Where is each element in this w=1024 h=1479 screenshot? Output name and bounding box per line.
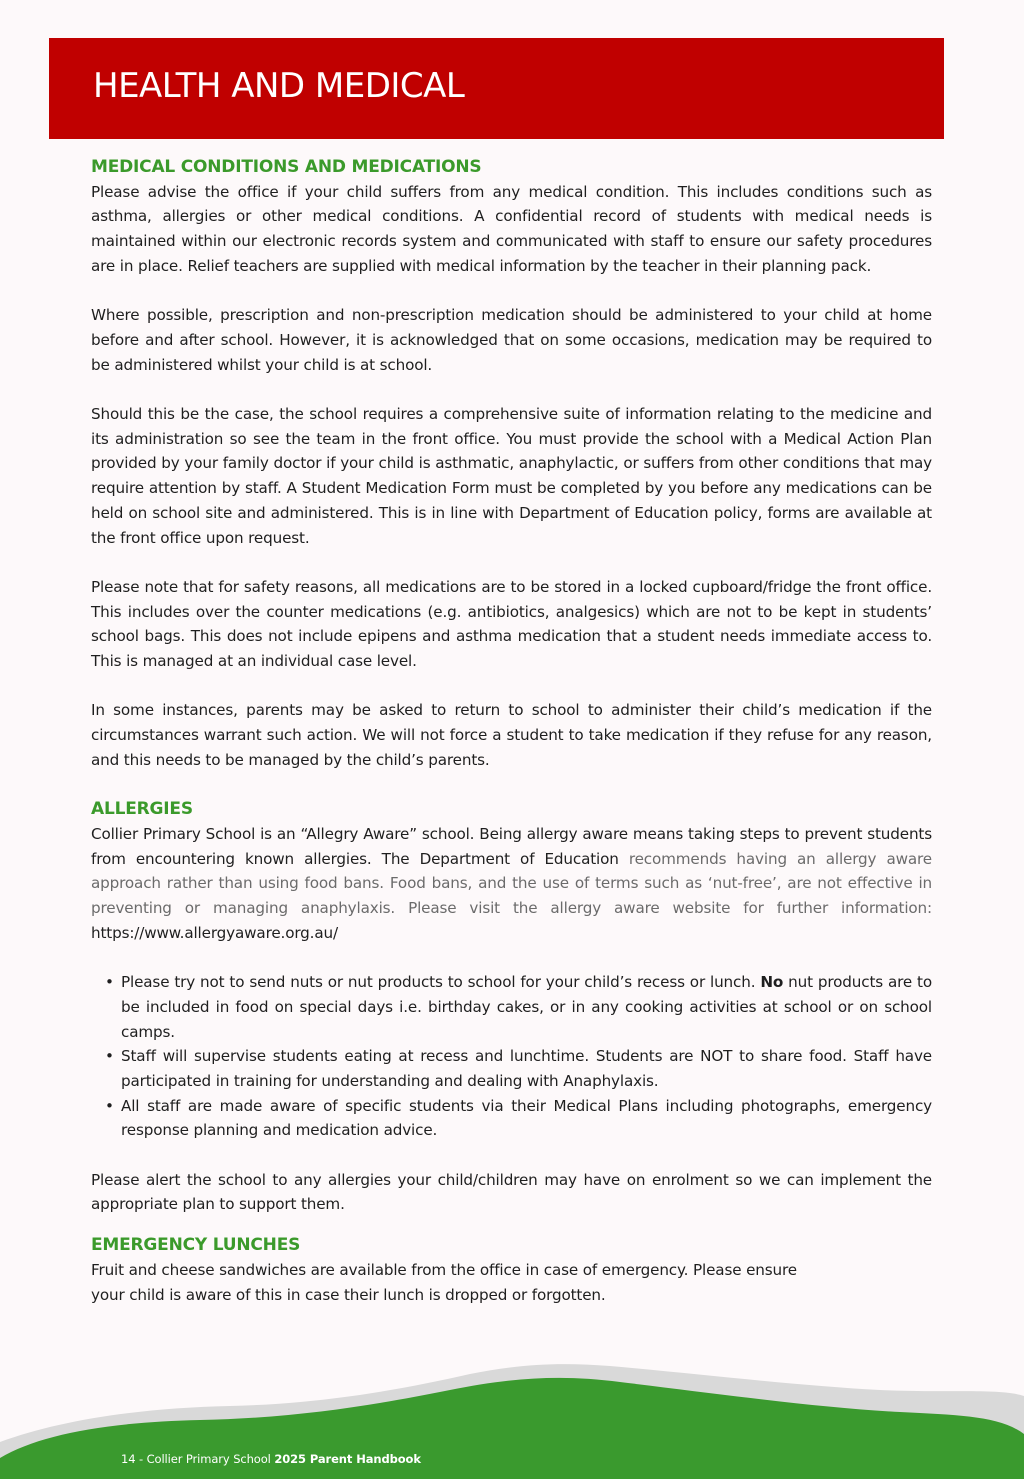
footer-page-label: 14 - Collier Primary School (121, 1452, 275, 1466)
allergies-intro (91, 822, 932, 946)
allergy-aware-link[interactable]: https://www.allergyaware.org.au/ (91, 923, 338, 942)
lunches-line-1: Fruit and cheese sandwiches are available from the office in case of emergency. Please ensure (91, 1260, 797, 1279)
section-heading-medical: MEDICAL CONDITIONS AND MEDICATIONS (91, 157, 482, 177)
footer-text (121, 1452, 421, 1466)
allergies-bullet-list (91, 970, 932, 1143)
allergies-closing: Please alert the school to any allergies your child/children may have on enrolment so we can implement the appropriate plan to support them. (91, 1170, 932, 1214)
section-heading-allergies: ALLERGIES (91, 799, 193, 820)
list-item: • Staff will supervise students eating at recess and lunchtime. Students are NOT to share food. Staff have participated in training for understanding and dealing with Anaphylaxis. (121, 1044, 932, 1093)
medical-paragraph-3: Should this be the case, the school requires a comprehensive suite of information relating to the medicine and its administration so see the team in the front office. You must provide the school with a Medical Action Plan provided by your family doctor if your child is asthmatic, anaphylactic, or suffers from other conditions that may require attention by staff. A Student Medication Form must be completed by you before any medications can be held on school site and administered. This is in line with Department of Education policy, forms are available at the front office upon request. (91, 405, 932, 547)
bullet-text: Please try not to send nuts or nut products to school for your child’s recess or lunch. (121, 973, 761, 992)
footer-handbook-title: 2025 Parent Handbook (274, 1452, 421, 1466)
medical-paragraph-5: In some instances, parents may be asked to return to school to administer their child’s medication if the circumstances warrant such action. We will not force a student to take medication if they refuse for any reason, and this needs to be managed by the child’s parents. (91, 701, 932, 769)
section-heading-lunches: EMERGENCY LUNCHES (91, 1235, 301, 1256)
bullet-bold-text: No (760, 973, 784, 992)
lunches-line-2: your child is aware of this in case their lunch is dropped or forgotten. (91, 1285, 606, 1304)
medical-paragraph-2: Where possible, prescription and non-prescription medication should be administered to your child at home before and after school. However, it is acknowledged that on some occasions, medication may be required to be administered whilst your child is at school. (91, 306, 932, 374)
header-banner (49, 38, 944, 139)
list-item (121, 970, 932, 1044)
allergies-recommendation-text: recommends having an allergy aware approach rather than using food bans. Food bans, and the use of terms such as ‘nut-free’, are not effective in preventing or managing anaphylaxis. Please visit the allergy aware website for further information: (91, 849, 932, 918)
list-item: • All staff are made aware of specific students via their Medical Plans including photographs, emergency response planning and medication advice. (121, 1094, 932, 1143)
medical-paragraph-4: Please note that for safety reasons, all medications are to be stored in a locked cupboard/fridge the front office. This includes over the counter medications (e.g. antibiotics, analgesics) which are not to be kept in students’ school bags. This does not include epipens and asthma medication that a student needs immediate access to. This is managed at an individual case level. (91, 577, 932, 671)
page-title: HEALTH AND MEDICAL (93, 66, 465, 106)
bullet-text: nut products are to be included in food on special days i.e. birthday cakes, or in any cooking activities at school or on school camps. (121, 973, 932, 1041)
allergies-intro-text: Collier Primary School is an “Allegry Aware” school. Being allergy aware means taking steps to prevent students from encountering known allergies. The Department of Education (91, 824, 932, 868)
medical-paragraph-1: Please advise the office if your child suffers from any medical condition. This includes conditions such as asthma, allergies or other medical conditions. A confidential record of students with medical needs is maintained within our electronic records system and communicated with staff to ensure our safety procedures are in place. Relief teachers are supplied with medical information by the teacher in their planning pack. (91, 182, 932, 275)
page-content (91, 155, 932, 1307)
